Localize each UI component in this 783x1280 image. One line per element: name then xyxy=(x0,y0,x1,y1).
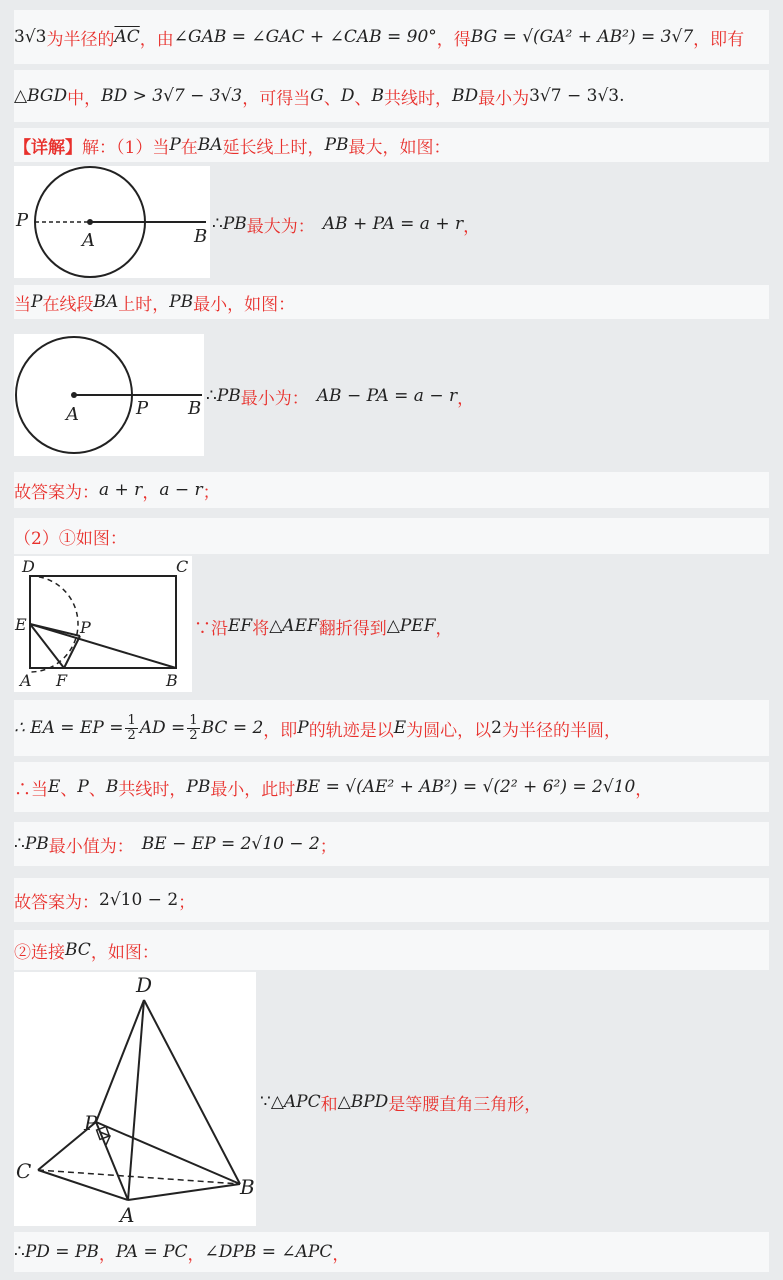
fig4-label-b: B xyxy=(240,1175,255,1199)
l1-radius: 3√3 xyxy=(14,27,47,47)
fig2-label-a: A xyxy=(66,404,79,425)
line-14: ②连接 BC ，如图： xyxy=(14,930,769,970)
figure-3-rectangle xyxy=(14,556,192,692)
figure-2-circle-min xyxy=(14,334,204,456)
l1-bg-eq: BG = √(GA² + AB²) = 3√7 xyxy=(470,27,694,47)
fig3-label-p: P xyxy=(80,618,91,637)
line-7: 故答案为： a + r ， a − r ； xyxy=(14,472,769,508)
line-12: ∴ PB 最小值为： BE − EP = 2√10 − 2 ； xyxy=(14,822,769,866)
line-4: ∴ PB 最大为： AB + PA = a + r ， xyxy=(212,214,481,237)
fig4-label-c: C xyxy=(16,1159,32,1183)
line-11: ∴当 E 、 P 、 B 共线时， PB 最小，此时 BE = √(AE² + AB²) = √(2² + 6²) = 2√10 ， xyxy=(14,762,769,812)
line-13: 故答案为： 2√10 − 2 ； xyxy=(14,878,769,922)
line-9: ∵沿 EF 将 △AEF 翻折得到 △PEF ， xyxy=(194,616,453,639)
line-16: ∴ PD = PB ， PA = PC ， ∠DPB = ∠APC ， xyxy=(14,1232,769,1272)
figure-1-circle-max xyxy=(14,166,210,278)
l1-arc: $\overline{AC}$ xyxy=(114,27,140,47)
fig1-label-b: B xyxy=(194,226,208,247)
fig3-label-c: C xyxy=(176,557,189,576)
frac-half-2: $\frac{1}{2}$ xyxy=(189,712,198,743)
fig1-label-a: A xyxy=(82,230,95,251)
fig3-label-e: E xyxy=(15,615,27,634)
frac-half-1: $\frac{1}{2}$ xyxy=(127,712,136,743)
line-10: ∴ EA = EP = $\frac{1}{2}$ AD = $\frac{1}{2}$ BC = 2 ，即 P 的轨迹是以 E 为圆心，以 2 为半径的半圆， xyxy=(14,700,769,756)
line-15: ∵ △APC 和 △BPD 是等腰直角三角形， xyxy=(260,1092,542,1115)
figure-4-tetrahedron xyxy=(14,972,256,1226)
fig2-label-b: B xyxy=(188,398,202,419)
fig3-label-f: F xyxy=(56,671,68,690)
l1-angle-eq: ∠GAB = ∠GAC + ∠CAB = 90° xyxy=(173,27,437,47)
fig2-label-p: P xyxy=(136,398,149,419)
line-5: 当 P 在线段 BA 上时， PB 最小，如图： xyxy=(14,285,769,319)
line-3: 【详解】 解：（1）当 P 在 BA 延长线上时， PB 最大，如图： xyxy=(14,128,769,162)
line-2: △BGD 中， BD > 3√7 − 3√3 ，可得当 G 、 D 、 B 共线时， BD 最小为 3√7 − 3√3 . xyxy=(14,70,769,122)
fig4-label-a: A xyxy=(120,1203,135,1226)
detail-tag: 【详解】 xyxy=(14,137,82,158)
line-8: （2）①如图： xyxy=(14,518,769,554)
fig1-label-p: P xyxy=(16,210,29,231)
line-6: ∴ PB 最小为： AB − PA = a − r ， xyxy=(206,386,475,409)
fig3-label-a: A xyxy=(20,671,32,690)
fig3-label-d: D xyxy=(22,557,35,576)
fig4-label-d: D xyxy=(136,973,153,997)
line-1: 3√3 为半径的 $\overline{AC}$ ，由 ∠GAB = ∠GAC + ∠CAB = 90° ，得 BG = √(GA² + AB²) = 3√7 ，即有 xyxy=(14,10,769,64)
fig3-label-b: B xyxy=(166,671,178,690)
fig4-label-p: P xyxy=(84,1111,98,1135)
